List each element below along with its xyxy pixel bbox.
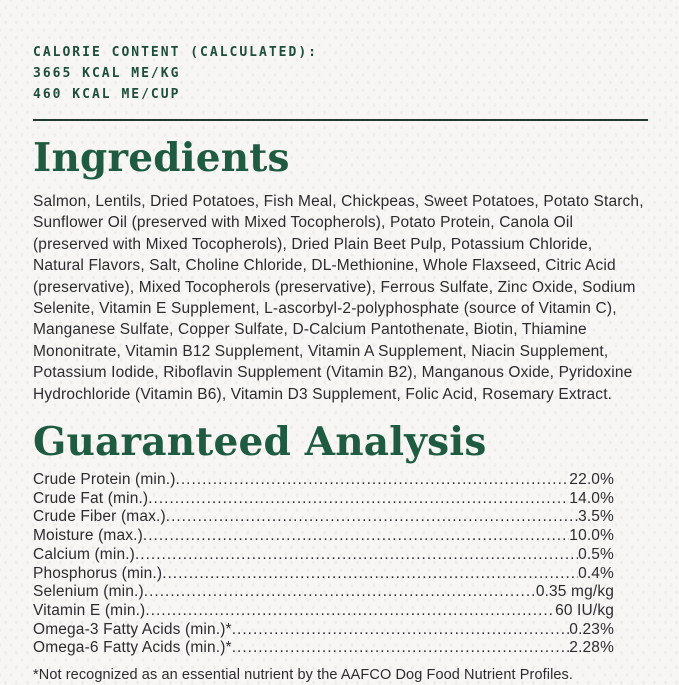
row-value: 0.23%: [569, 620, 614, 638]
ingredients-text: Salmon, Lentils, Dried Potatoes, Fish Meal, Chickpeas, Sweet Potatoes, Potato Starch, Sunflower Oil (preserved with Mixed Tocopherols), Potato Protein, Canola Oil (preserved with Mixed Tocopherols), Dried Plain Beet Pulp, Potassium Chloride, Natural Flavors, Salt, Choline Chloride, DL-Methionine, Whole Flaxseed, Citric Acid (preservative), Mixed Tocopherols (preservative), Ferrous Sulfate, Zinc Oxide, Sodium Selenite, Vitamin E Supplement, L-ascorbyl-2-polyphosphate (source of Vitamin C), Manganese Sulfate, Copper Sulfate, D-Calcium Pantothenate, Biotin, Thiamine Mononitrate, Vitamin B12 Supplement, Vitamin A Supplement, Niacin Supplement, Potassium Iodide, Riboflavin Supplement (Vitamin B2), Manganous Oxide, Pyridoxine Hydrochloride (Vitamin B6), Vitamin D3 Supplement, Folic Acid, Rosemary Extract.: [33, 193, 644, 403]
row-label: Crude Protein (min.): [33, 471, 176, 489]
dot-leader: [232, 639, 570, 658]
row-label: Phosphorus (min.): [33, 564, 163, 582]
table-row: [33, 583, 614, 602]
ingredients-heading: Ingredients: [33, 135, 290, 181]
row-value: 14.0%: [569, 489, 614, 507]
dot-leader: [143, 527, 569, 546]
row-label: Calcium (min.): [33, 545, 135, 563]
table-row: [33, 490, 614, 509]
row-value: 3.5%: [578, 508, 614, 526]
dot-leader: [148, 490, 569, 509]
table-row: [33, 565, 614, 584]
dot-leader: [162, 565, 578, 584]
row-value: 0.35 mg/kg: [535, 583, 614, 601]
guaranteed-analysis-table: [33, 471, 614, 658]
table-row: [33, 471, 614, 490]
guaranteed-analysis-heading: Guaranteed Analysis: [33, 419, 487, 466]
table-row: [33, 546, 614, 565]
dot-leader: [144, 583, 536, 602]
dot-leader: [166, 508, 578, 527]
section-divider: [33, 119, 648, 121]
row-label: Vitamin E (min.): [33, 601, 146, 619]
table-row: [33, 621, 614, 640]
table-row: [33, 602, 614, 621]
row-value: 60 IU/kg: [555, 601, 614, 619]
table-row: [33, 527, 614, 546]
dot-leader: [145, 602, 555, 621]
dot-leader: [135, 546, 578, 565]
row-label: Crude Fat (min.): [33, 489, 149, 507]
row-label: Omega-6 Fatty Acids (min.)*: [33, 639, 232, 657]
calorie-content-title: CALORIE CONTENT (CALCULATED):: [33, 45, 318, 60]
row-value: 2.28%: [569, 639, 614, 657]
aafco-footnote: *Not recognized as an essential nutrient by the AAFCO Dog Food Nutrient Profiles.: [33, 667, 574, 684]
row-value: 0.4%: [578, 564, 614, 582]
dot-leader: [232, 621, 570, 640]
table-row: [33, 508, 614, 527]
row-label: Omega-3 Fatty Acids (min.)*: [33, 620, 232, 638]
calorie-content-block: [33, 42, 648, 105]
row-value: 10.0%: [569, 527, 614, 545]
row-label: Selenium (min.): [33, 583, 144, 601]
row-label: Moisture (max.): [33, 527, 143, 545]
calorie-kcal-per-cup: 460 KCAL ME/CUP: [33, 87, 181, 102]
calorie-kcal-per-kg: 3665 KCAL ME/KG: [33, 66, 181, 81]
dot-leader: [176, 471, 570, 490]
row-value: 22.0%: [569, 471, 614, 489]
row-label: Crude Fiber (max.): [33, 508, 166, 526]
table-row: [33, 639, 614, 658]
row-value: 0.5%: [578, 545, 614, 563]
